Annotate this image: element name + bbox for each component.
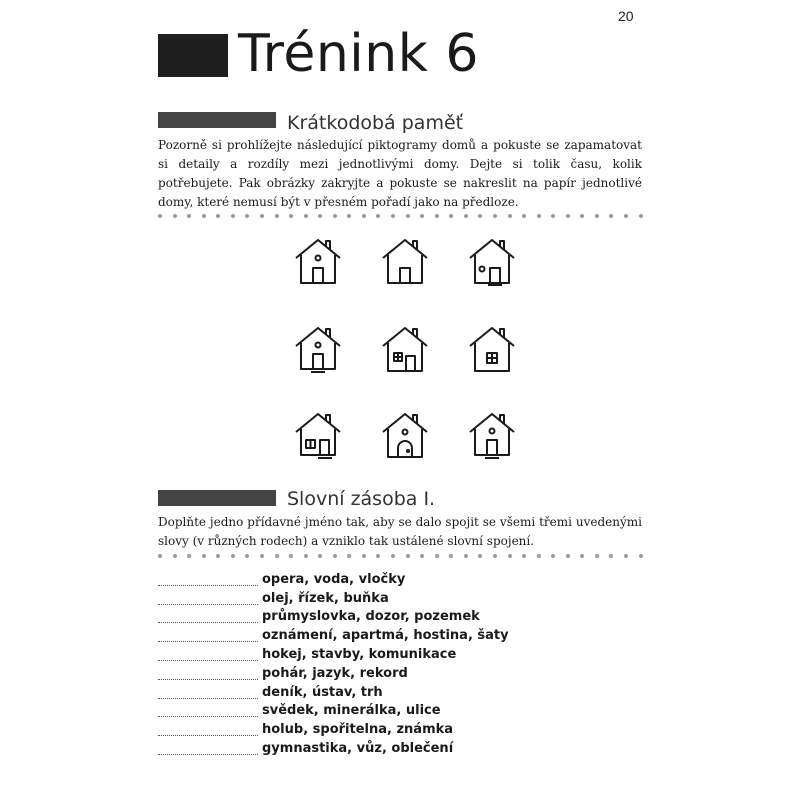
- house-plain-icon: [381, 236, 429, 286]
- exercise-words: gymnastika, vůz, oblečení: [262, 741, 454, 757]
- exercise-words: svědek, minerálka, ulice: [262, 703, 441, 719]
- divider-dot: [202, 554, 206, 558]
- divider-dot: [508, 554, 512, 558]
- divider-dot: [595, 554, 599, 558]
- title-block: [158, 34, 228, 77]
- divider-dot: [493, 554, 497, 558]
- answer-blank[interactable]: [158, 704, 258, 717]
- divider-dot: [464, 554, 468, 558]
- divider-dot: [522, 214, 526, 218]
- divider-dot: [173, 214, 177, 218]
- exercise-row: [158, 626, 642, 645]
- divider-dot: [537, 214, 541, 218]
- page-title: Trénink 6: [238, 24, 479, 84]
- divider-dot: [333, 214, 337, 218]
- exercise-row: [158, 683, 642, 702]
- answer-blank[interactable]: [158, 592, 258, 605]
- divider-dot: [347, 554, 351, 558]
- divider-dot: [158, 214, 162, 218]
- exercise-row: [158, 589, 642, 608]
- divider-dot: [216, 554, 220, 558]
- divider-dot: [187, 554, 191, 558]
- exercise-row: [158, 570, 642, 589]
- divider-dot: [566, 554, 570, 558]
- exercise-row: [158, 720, 642, 739]
- house-round-window-side-door-icon: [468, 236, 516, 286]
- divider-dot: [187, 214, 191, 218]
- divider-dot: [376, 554, 380, 558]
- divider-dot: [420, 554, 424, 558]
- divider-dot: [376, 214, 380, 218]
- divider-dot: [347, 214, 351, 218]
- divider-dot: [289, 554, 293, 558]
- house-round-window-icon: [294, 236, 342, 286]
- house-arched-door-icon: [381, 410, 429, 460]
- divider-dot: [580, 214, 584, 218]
- divider-dot: [318, 554, 322, 558]
- divider-dot: [449, 214, 453, 218]
- divider-dot: [595, 214, 599, 218]
- exercise-list: [158, 570, 642, 758]
- divider-dot: [260, 214, 264, 218]
- exercise-row: [158, 608, 642, 627]
- vocabulary-instructions: Doplňte jedno přídavné jméno tak, aby se dalo spojit se všemi třemi uvedenými slovy (v různých rodech) a vzniklo tak ustálené slovní spojení.: [158, 515, 642, 548]
- divider-dot: [420, 214, 424, 218]
- exercise-words: pohár, jazyk, rekord: [262, 665, 408, 681]
- section-title-vocabulary: Slovní zásoba I.: [287, 488, 436, 510]
- divider-dot: [158, 554, 162, 558]
- divider-dot: [537, 554, 541, 558]
- divider-dot: [333, 554, 337, 558]
- dotted-divider: [158, 213, 643, 219]
- divider-dot: [275, 554, 279, 558]
- divider-dot: [245, 214, 249, 218]
- divider-dot: [580, 554, 584, 558]
- answer-blank[interactable]: [158, 648, 258, 661]
- divider-dot: [609, 554, 613, 558]
- exercise-words: oznámení, apartmá, hostina, šaty: [262, 628, 509, 644]
- house-square-window-only-icon: [468, 324, 516, 374]
- divider-dot: [391, 554, 395, 558]
- dotted-divider: [158, 553, 643, 559]
- divider-dot: [231, 214, 235, 218]
- divider-dot: [478, 554, 482, 558]
- divider-dot: [245, 554, 249, 558]
- divider-dot: [362, 214, 366, 218]
- house-double-window-icon: [294, 410, 342, 460]
- answer-blank[interactable]: [158, 667, 258, 680]
- divider-dot: [289, 214, 293, 218]
- divider-dot: [362, 554, 366, 558]
- answer-blank[interactable]: [158, 610, 258, 623]
- divider-dot: [464, 214, 468, 218]
- section-bar: [158, 490, 276, 506]
- answer-blank[interactable]: [158, 723, 258, 736]
- divider-dot: [478, 214, 482, 218]
- divider-dot: [493, 214, 497, 218]
- page-number: 20: [618, 8, 634, 24]
- divider-dot: [260, 554, 264, 558]
- divider-dot: [391, 214, 395, 218]
- divider-dot: [435, 554, 439, 558]
- divider-dot: [304, 214, 308, 218]
- exercise-row: [158, 645, 642, 664]
- memory-instructions: Pozorně si prohlížejte následující piktogramy domů a pokuste se zapamatovat si detaily a rozdíly mezi jednotlivými domy. Dejte si tolik času, kolik potřebujete. Pak obrázky zakryjte a pokuste se nakreslit na papír jednotlivé domy, které nemusí být v přesném pořadí jako na předloze.: [158, 138, 642, 209]
- answer-blank[interactable]: [158, 686, 258, 699]
- section-bar: [158, 112, 276, 128]
- divider-dot: [551, 214, 555, 218]
- exercise-row: [158, 664, 642, 683]
- divider-dot: [406, 554, 410, 558]
- exercise-row: [158, 739, 642, 758]
- house-grid: [294, 236, 516, 462]
- divider-dot: [639, 214, 643, 218]
- answer-blank[interactable]: [158, 629, 258, 642]
- exercise-words: holub, spořitelna, známka: [262, 722, 454, 738]
- divider-dot: [449, 554, 453, 558]
- exercise-words: olej, řízek, buňka: [262, 590, 389, 606]
- divider-dot: [275, 214, 279, 218]
- divider-dot: [304, 554, 308, 558]
- exercise-row: [158, 702, 642, 721]
- divider-dot: [435, 214, 439, 218]
- house-square-window-icon: [381, 324, 429, 374]
- divider-dot: [522, 554, 526, 558]
- divider-dot: [624, 554, 628, 558]
- exercise-words: deník, ústav, trh: [262, 684, 383, 700]
- answer-blank[interactable]: [158, 742, 258, 755]
- divider-dot: [609, 214, 613, 218]
- house-door-steps-icon: [468, 410, 516, 460]
- exercise-words: opera, voda, vločky: [262, 571, 406, 587]
- divider-dot: [173, 554, 177, 558]
- divider-dot: [216, 214, 220, 218]
- section-title-memory: Krátkodobá paměť: [287, 112, 464, 134]
- exercise-words: průmyslovka, dozor, pozemek: [262, 609, 480, 625]
- divider-dot: [231, 554, 235, 558]
- answer-blank[interactable]: [158, 573, 258, 586]
- divider-dot: [508, 214, 512, 218]
- divider-dot: [406, 214, 410, 218]
- divider-dot: [624, 214, 628, 218]
- divider-dot: [202, 214, 206, 218]
- divider-dot: [566, 214, 570, 218]
- house-steps-icon: [294, 324, 342, 374]
- exercise-words: hokej, stavby, komunikace: [262, 647, 457, 663]
- divider-dot: [639, 554, 643, 558]
- divider-dot: [318, 214, 322, 218]
- divider-dot: [551, 554, 555, 558]
